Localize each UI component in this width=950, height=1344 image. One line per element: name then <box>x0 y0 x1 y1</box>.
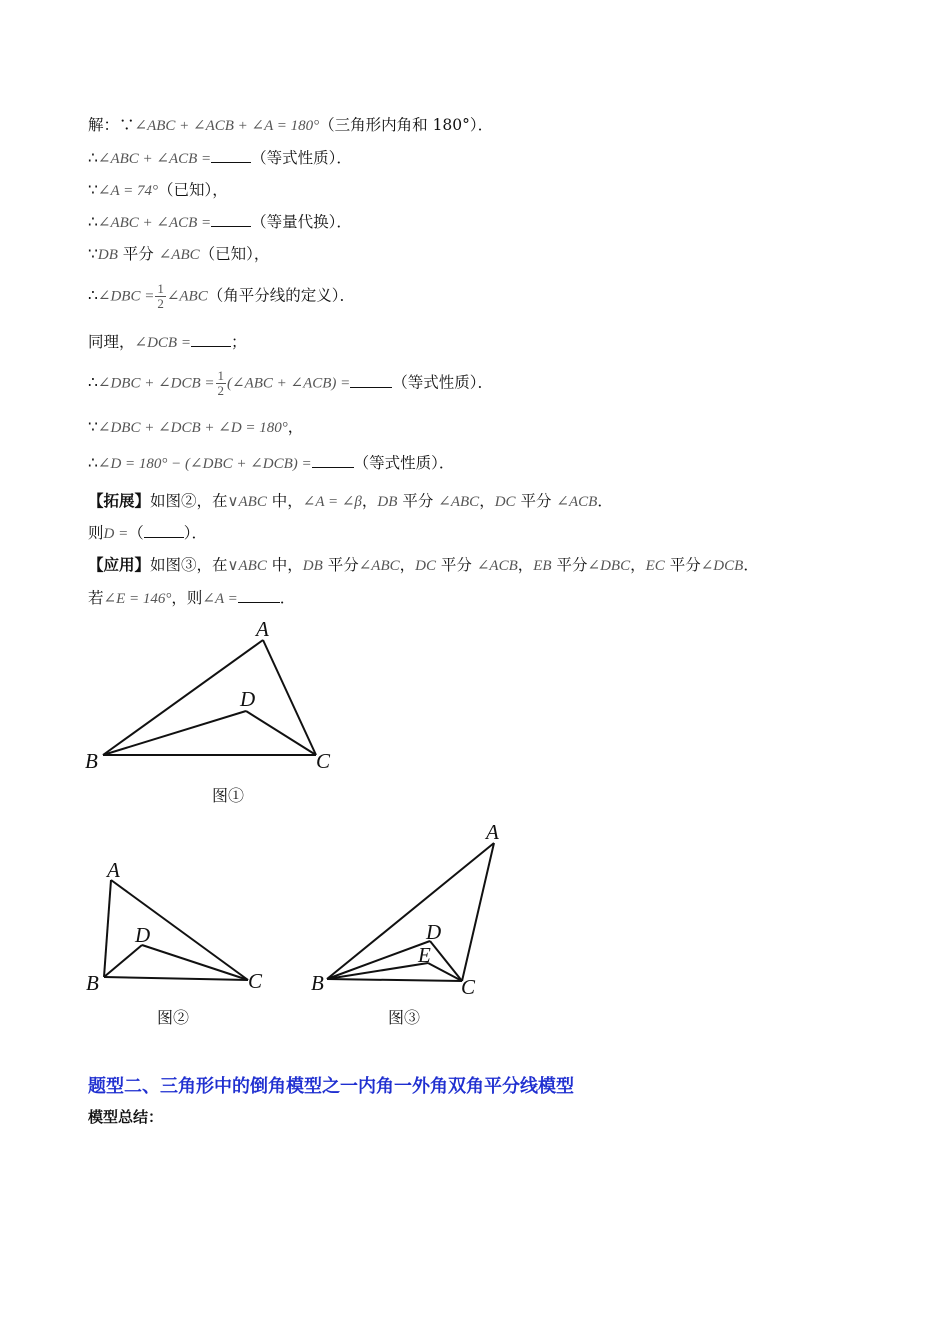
fig3-label-e: E <box>418 943 431 967</box>
fig3-side-ab <box>327 843 494 979</box>
fig1-label-d: D <box>240 687 256 711</box>
fig3-side-ac <box>462 843 494 981</box>
fig3-side-bc <box>327 979 462 981</box>
line-8: ∴∠DBC + ∠DCB = $\frac{1}{2}$ (∠ABC + ∠ACB) = （等式性质）． <box>88 368 494 398</box>
fig3-label-c: C <box>461 975 476 999</box>
fig1-label-c: C <box>316 749 331 773</box>
fig1-segment-bd <box>103 711 246 755</box>
fig3-segment-bd <box>327 941 430 979</box>
fig3-segment-cd <box>430 941 462 981</box>
line-9: ∵∠DBC + ∠DCB + ∠D = 180°， <box>88 418 304 436</box>
fig2-label-a: A <box>107 858 120 882</box>
fig1-caption: 图① <box>212 786 245 805</box>
line-5: ∵DB 平分 ∠ABC（已知）， <box>88 245 270 263</box>
fig3-caption: 图③ <box>388 1008 421 1027</box>
line-6: ∴∠DBC = $\frac{1}{2}$ ∠ABC（角平分线的定义）． <box>88 281 355 311</box>
fig3-label-d: D <box>426 920 442 944</box>
fig3-label-a: A <box>486 820 499 844</box>
fig2-label-c: C <box>248 969 263 993</box>
line-1: 解：∵∠ABC + ∠ACB + ∠A = 180°（三角形内角和 180°）． <box>88 116 494 134</box>
fig2-side-ab <box>104 880 111 977</box>
fig1-label-a: A <box>256 617 269 641</box>
line-13: 【应用】如图③，在∨ABC 中，DB 平分∠ABC，DC 平分 ∠ACB，EB 平分∠DBC，EC 平分∠DCB． <box>88 555 759 574</box>
fig2-segment-bd <box>104 945 142 977</box>
fig1-side-ab <box>103 640 263 755</box>
figure-3 <box>327 843 494 981</box>
fig2-label-b: B <box>86 971 99 995</box>
line-4: ∴∠ABC + ∠ACB = （等量代换）． <box>88 213 352 231</box>
fig2-side-bc <box>104 977 248 980</box>
fig3-segment-ce <box>428 963 462 981</box>
line-10: ∴∠D = 180° − (∠DBC + ∠DCB) = （等式性质）． <box>88 454 455 472</box>
fig3-label-b: B <box>311 971 324 995</box>
line-3: ∵∠A = 74°（已知）， <box>88 181 228 199</box>
line-12: 则D =（ ）． <box>88 524 208 542</box>
model-summary-label: 模型总结： <box>88 1108 164 1126</box>
line-11: 【拓展】如图②，在∨ABC 中，∠A = ∠β，DB 平分 ∠ABC，DC 平分 ∠ACB． <box>88 491 613 510</box>
section-heading: 题型二、三角形中的倒角模型之一内角一外角双角平分线模型 <box>88 1076 574 1097</box>
line-7: 同理，∠DCB = ； <box>88 333 247 351</box>
figure-1 <box>103 640 316 755</box>
fig1-label-b: B <box>85 749 98 773</box>
line-2: ∴∠ABC + ∠ACB = （等式性质）． <box>88 149 352 167</box>
fraction-half: $\frac{1}{2}$ <box>217 368 225 398</box>
fig2-segment-cd <box>142 945 248 980</box>
line-14: 若∠E = 146°，则∠A = ． <box>88 589 296 607</box>
fig2-label-d: D <box>135 923 151 947</box>
fig2-caption: 图② <box>157 1008 190 1027</box>
fig2-side-ac <box>111 880 248 980</box>
math-angle-sum: ∠ABC + ∠ACB + ∠A = 180° <box>134 118 320 134</box>
fraction-half: $\frac{1}{2}$ <box>157 281 164 311</box>
figure-2 <box>104 880 248 980</box>
